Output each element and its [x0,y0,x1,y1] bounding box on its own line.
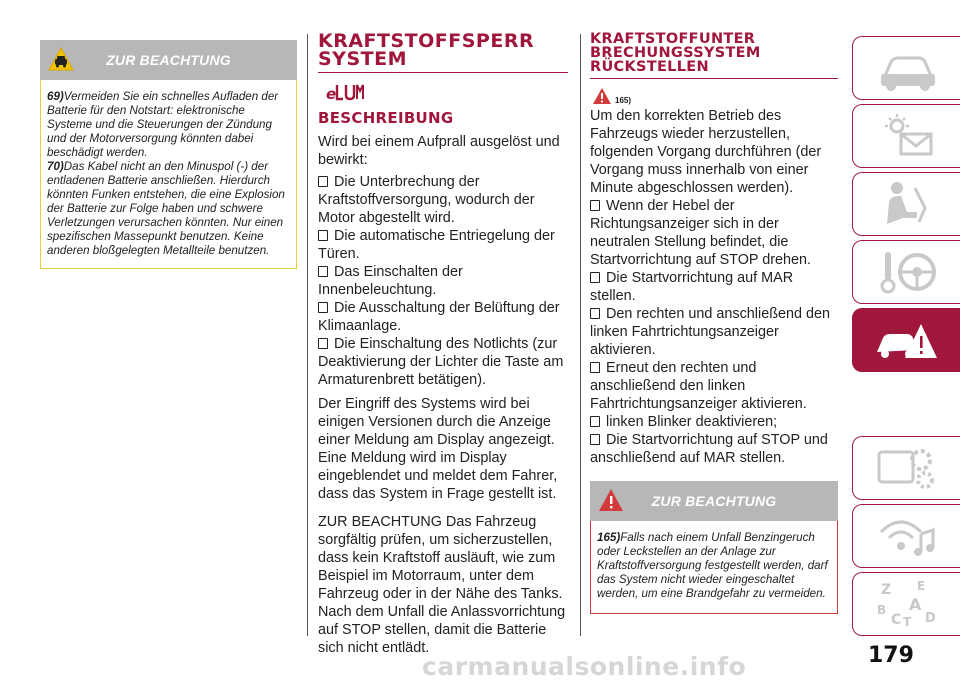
red-warning-icon [592,87,612,105]
notice-title: ZUR BEACHTUNG [106,52,231,68]
svg-text:e: e [326,85,337,103]
index-letter: B [877,603,887,617]
index-letter: E [917,579,926,593]
section-heading [590,32,838,79]
tab-emergency[interactable] [852,308,960,372]
index-letter: D [925,611,936,626]
steering-key-icon [871,246,943,298]
paragraph: ZUR BEACHTUNG Das Fahrzeug sorgfältig prüfen, um sicherzustellen, dass kein Kraftstoff ausläuft, wie zum Beispiel im Motorraum, unter dem Fahrzeug oder in der Nähe des Tanks. Nach dem Unfall die Anlassvorrichtung auf STOP stellen, damit die Batterie sich nicht entlädt. [318,514,566,656]
index-letter: A [909,595,922,614]
notice-item [47,160,290,258]
note-number: 165) [597,531,621,544]
note-number: 70) [47,160,64,173]
description-text [318,133,570,657]
watermark: carmanualsonline.info [422,652,747,681]
list-item: Wenn der Hebel der Richtungsanzeiger sich in der neutralen Stellung befindet, die Startvorrichtung auf STOP drehen. [590,197,840,269]
seat-safety-icon [871,178,943,230]
maintenance-gears-icon [871,442,943,494]
note-text: Das Kabel nicht an den Minuspol (-) der entladenen Batterie anschließen. Hierdurch könnten Funken entstehen, die eine Explosion der Batterie zur Folge haben und schwere Verletzungen verursachen könnten. Nur einen spezifischen Massepunkt benutzen. Keine anderen bloßgelegten Metallteile benutzen. [47,160,285,257]
red-warning-icon [598,487,624,513]
column-divider [307,34,308,636]
tab-seat-safety[interactable] [852,172,960,236]
car-dashboard-icon [871,42,943,94]
note-text: Falls nach einem Unfall Benzingeruch oder Leckstellen an der Anlage zur Kraftstoffversorgung festgestellt werden, darf das System nicht wieder eingeschaltet werden, um eine Brandgefahr zu vermeiden. [597,531,828,600]
emergency-accident-icon [871,314,943,366]
subheading: BESCHREIBUNG [318,109,454,127]
list-item: Den rechten und anschließend den linken Fahrtrichtungsanzeiger aktivieren. [590,305,840,359]
column-divider [580,34,581,636]
notice-item [47,90,290,160]
notice-header [40,40,297,80]
notice-body [590,521,838,614]
tab-car-dashboard[interactable] [852,36,960,100]
index-letter: C [891,612,902,628]
index-letter: Z [881,582,892,598]
multimedia-icon [871,510,943,562]
list-item: Die automatische Entriegelung der Türen. [318,227,570,263]
middle-column [318,32,570,661]
reference-marker [592,85,840,105]
heading-line: KRAFTSTOFFSPERR [318,30,535,52]
tab-steering-key[interactable] [852,240,960,304]
heading-line: RÜCKSTELLEN [590,59,709,75]
paragraph: Der Eingriff des Systems wird bei einigen Versionen durch die Anzeige einer Meldung am Display angezeigt. Eine Meldung wird im Display eingeblendet und meldet dem Fahrer, dass das System in Frage gestellt ist. [318,396,558,502]
list-item: Das Einschalten der Innenbeleuchtung. [318,263,570,299]
heading-line: SYSTEM [318,48,407,70]
eLUM-icon [320,79,366,105]
section-heading [318,32,568,73]
tab-index[interactable] [852,572,960,636]
list-item: Die Startvorrichtung auf STOP und anschließend auf MAR stellen. [590,431,840,467]
note-number: 69) [47,90,64,103]
note-text: Vermeiden Sie ein schnelles Aufladen der Batterie für den Notstart: elektronische Systeme und die Steuerungen der Zündung und der Motorversorgung könnten dabei beschädigt werden. [47,90,279,159]
tab-multimedia[interactable] [852,504,960,568]
notice-box [590,481,838,614]
list-item: Erneut den rechten und anschließend den linken Fahrtrichtungsanzeiger aktivieren. [590,359,840,413]
tab-warning-lights[interactable] [852,104,960,168]
tab-maintenance[interactable] [852,436,960,500]
car-warning-icon [48,46,74,72]
intro-paragraph: Um den korrekten Betrieb des Fahrzeugs wieder herzustellen, folgenden Vorgang durchführen (der Vorgang muss innerhalb von einer Minute abgeschlossen werden). [590,108,822,196]
list-item: linken Blinker deaktivieren; [590,413,840,431]
reference-number: 165) [615,96,632,105]
notice-title: ZUR BEACHTUNG [651,493,777,509]
heading-line: KRAFTSTOFFUNTER [590,31,756,47]
reset-instructions [590,107,840,467]
list-item: Die Ausschaltung der Belüftung der Klimaanlage. [318,299,570,335]
list-item: Die Unterbrechung der Kraftstoffversorgung, wodurch der Motor abgestellt wird. [318,173,570,227]
list-item: Die Startvorrichtung auf MAR stellen. [590,269,840,305]
index-letter: T [903,615,912,629]
left-column [40,40,297,269]
index-letters-icon [871,578,943,630]
intro-paragraph: Wird bei einem Aufprall ausgelöst und bewirkt: [318,134,560,168]
warning-lights-icon [871,110,943,162]
heading-line: BRECHUNGSSYSTEM [590,45,761,61]
page-number: 179 [868,643,914,668]
notice-header [590,481,838,521]
right-column [590,32,840,614]
list-item: Die Einschaltung des Notlichts (zur Deaktivierung der Lichter die Taste am Armaturenbrett betätigen). [318,335,570,389]
notice-body [40,80,297,269]
